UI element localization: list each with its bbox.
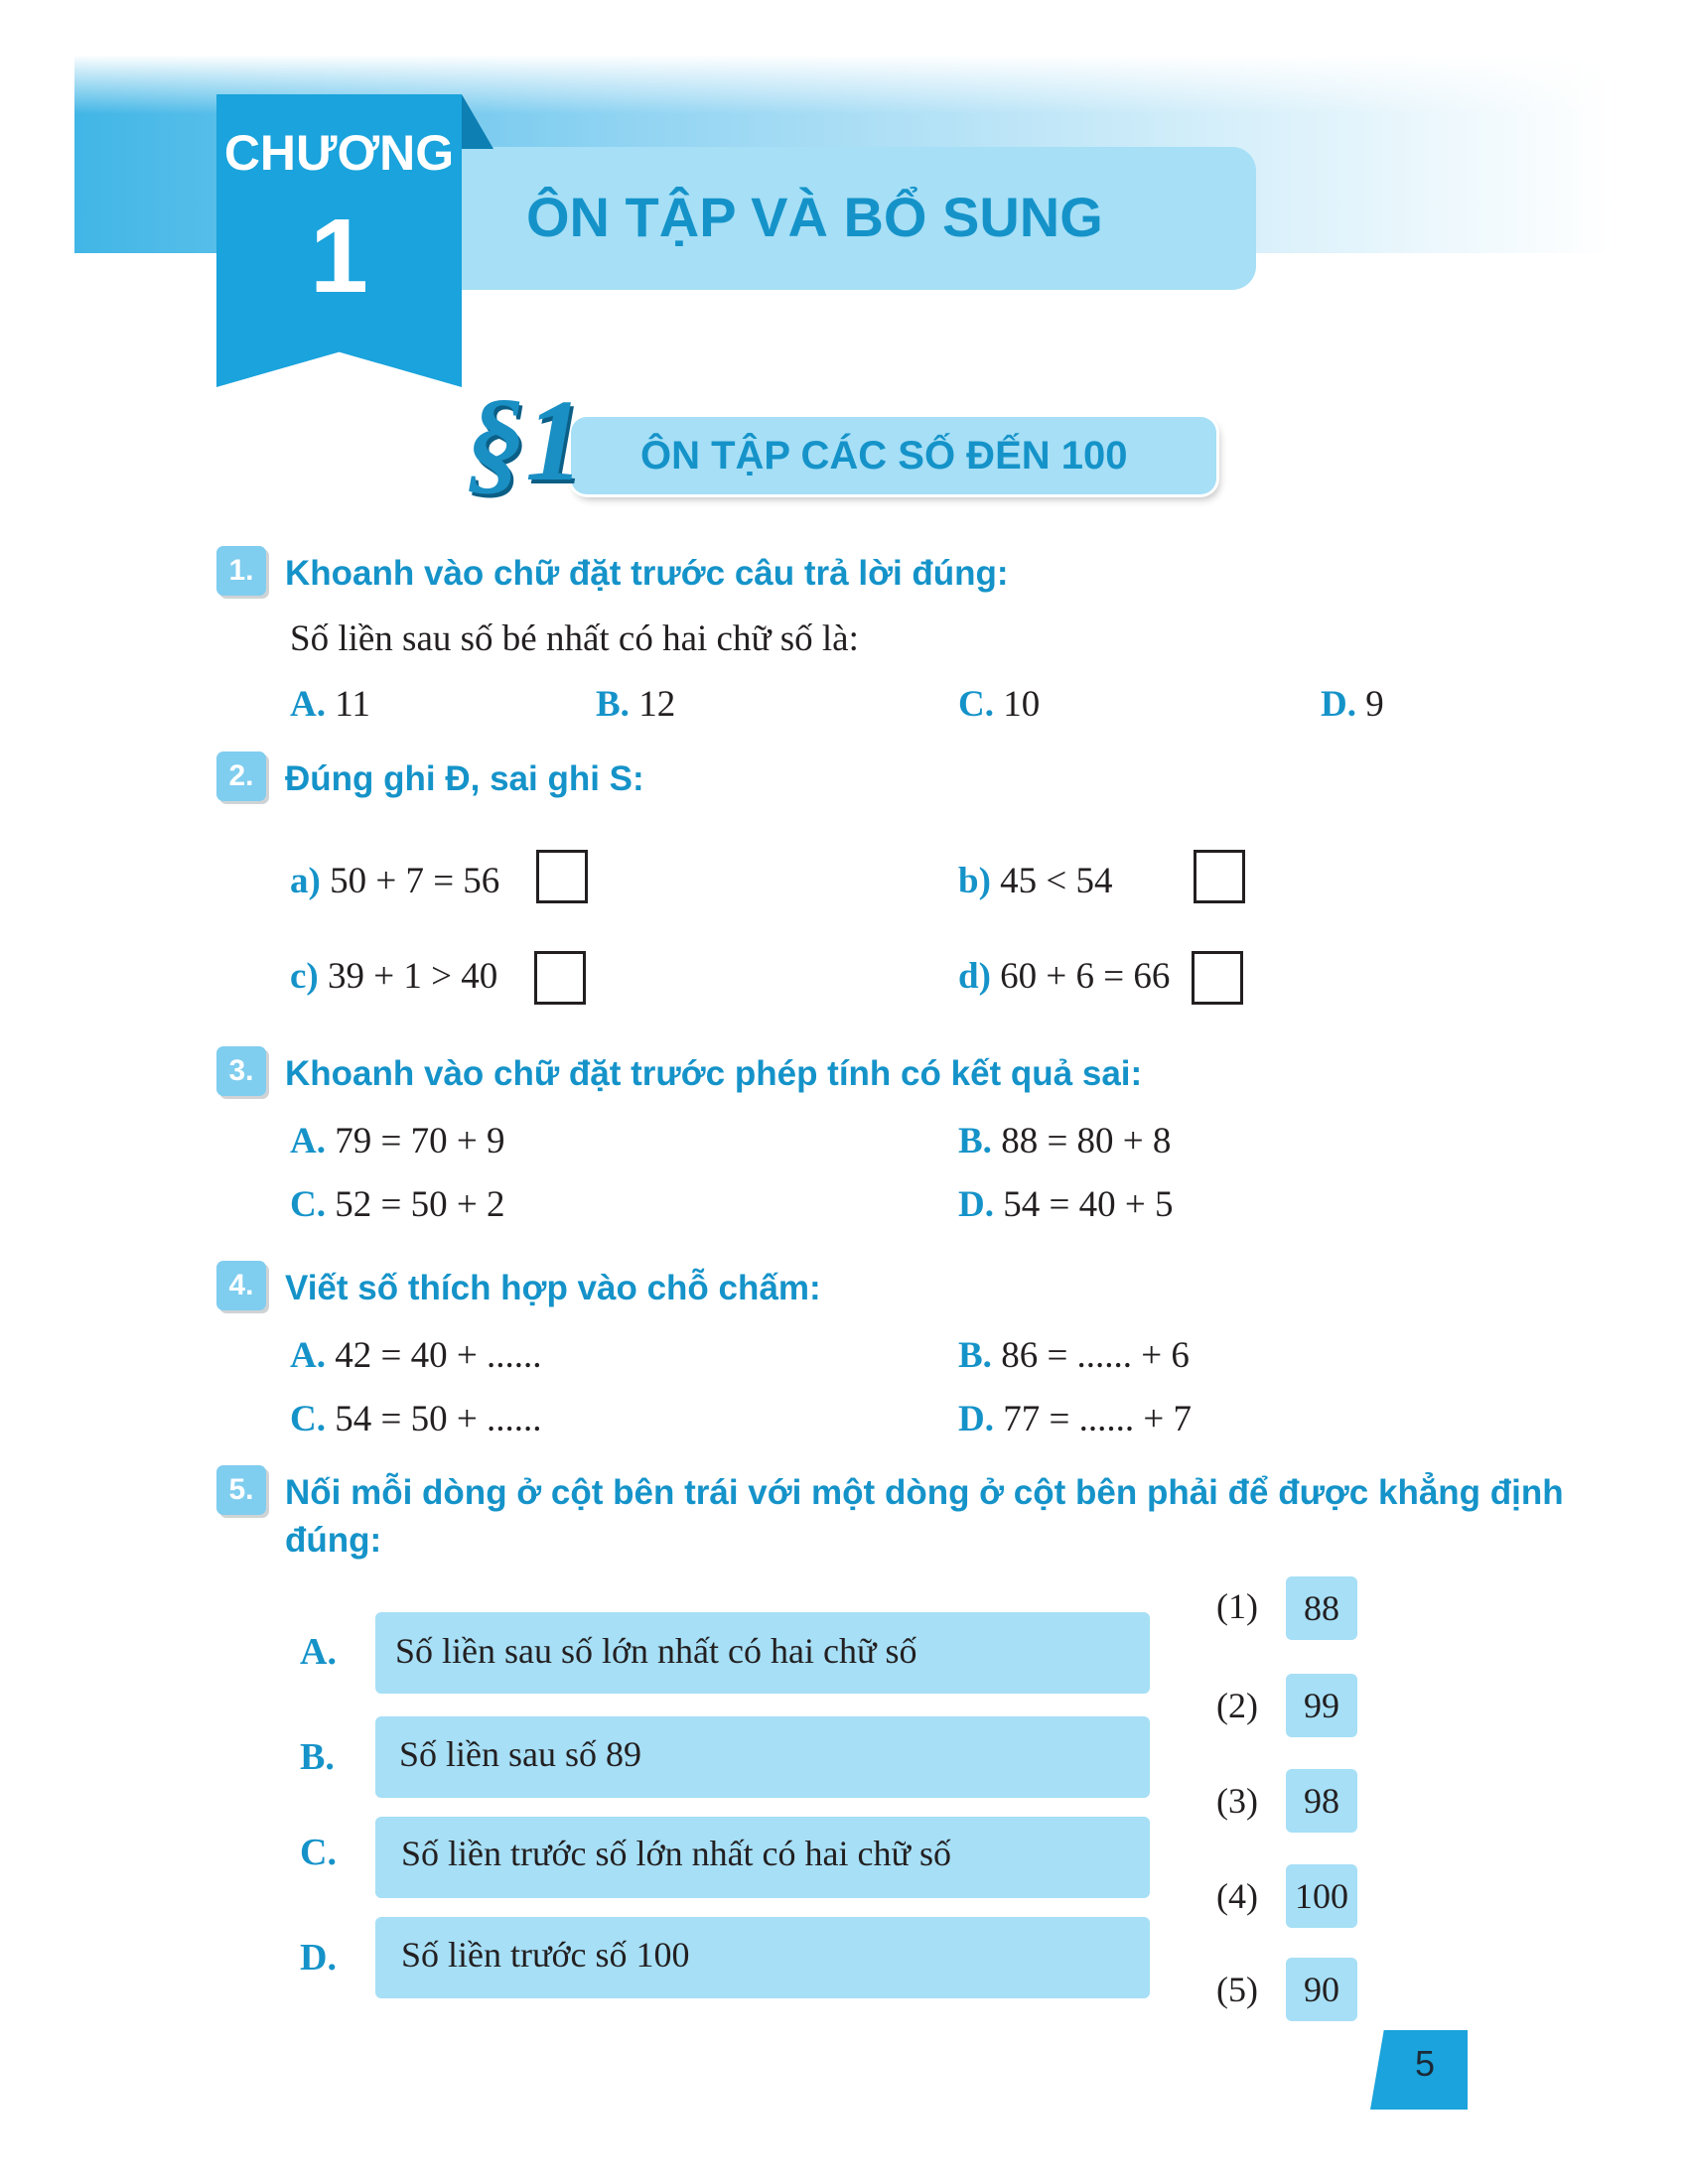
chapter-title: ÔN TẬP VÀ BỔ SUNG: [526, 186, 1103, 248]
item-text: 50 + 7 = 56: [320, 861, 500, 901]
q5-right-index-4: (4): [1216, 1876, 1258, 1916]
option-text: 10: [993, 684, 1041, 725]
q3-option-a[interactable]: [290, 1120, 504, 1162]
option-text: 11: [325, 684, 370, 725]
item-label: b): [958, 861, 991, 901]
option-label: D.: [958, 1399, 994, 1439]
q2-answer-box-a[interactable]: [536, 850, 588, 903]
q5-left-label-d: D.: [300, 1937, 337, 1979]
question-5-title: Nối mỗi dòng ở cột bên trái với một dòng ở cột bên phải để được khẳng định đúng:: [285, 1473, 1564, 1560]
q5-right-box-3[interactable]: 98: [1286, 1769, 1357, 1833]
item-label: d): [958, 956, 991, 997]
q4-option-c[interactable]: [290, 1398, 541, 1440]
q4-option-b[interactable]: [958, 1334, 1190, 1377]
item-text: 39 + 1 > 40: [318, 956, 498, 997]
item-label: c): [290, 956, 319, 997]
option-text: 42 = 40 + ......: [325, 1335, 542, 1376]
chapter-word: CHƯƠNG: [223, 125, 455, 181]
page-number: 5: [1414, 2043, 1436, 2084]
q2-answer-box-c[interactable]: [534, 951, 586, 1005]
q5-right-box-5[interactable]: 90: [1286, 1958, 1357, 2021]
section-symbol: §1: [467, 375, 584, 505]
q4-option-a[interactable]: [290, 1334, 541, 1377]
q5-right-box-2[interactable]: 99: [1286, 1674, 1357, 1737]
option-label: B.: [596, 684, 630, 725]
q5-left-label-b: B.: [300, 1736, 335, 1778]
option-text: 77 = ...... + 7: [993, 1399, 1192, 1439]
q5-right-index-1: (1): [1216, 1586, 1258, 1626]
item-text: 60 + 6 = 66: [990, 956, 1171, 997]
question-2-badge: 2.: [216, 751, 266, 801]
option-label: B.: [958, 1121, 992, 1161]
chapter-number: 1: [310, 198, 368, 315]
q1-option-c[interactable]: [958, 683, 1040, 726]
q5-left-text-c: Số liền trước số lớn nhất có hai chữ số: [401, 1834, 952, 1873]
option-label: A.: [290, 684, 326, 725]
q5-right-index-3: (3): [1216, 1781, 1258, 1821]
q1-option-a[interactable]: [290, 683, 370, 726]
option-text: 12: [629, 684, 676, 725]
question-1-badge: 1.: [216, 546, 266, 596]
question-3-title: Khoanh vào chữ đặt trước phép tính có kết quả sai:: [285, 1054, 1143, 1093]
q3-option-c[interactable]: [290, 1183, 504, 1226]
q5-left-text-d: Số liền trước số 100: [401, 1935, 690, 1975]
option-text: 54 = 50 + ......: [325, 1399, 542, 1439]
question-4-badge: 4.: [216, 1261, 266, 1310]
section-title: ÔN TẬP CÁC SỐ ĐẾN 100: [640, 434, 1128, 478]
q5-right-box-4[interactable]: 100: [1286, 1864, 1357, 1928]
question-5-badge: 5.: [216, 1465, 266, 1515]
q3-option-b[interactable]: [958, 1120, 1171, 1162]
q5-left-label-c: C.: [300, 1832, 337, 1873]
option-label: D.: [958, 1184, 994, 1225]
question-3-badge: 3.: [216, 1046, 266, 1096]
question-1-title: Khoanh vào chữ đặt trước câu trả lời đúng:: [285, 554, 1009, 593]
q2-item-d: [958, 955, 1170, 998]
q2-item-c: [290, 955, 497, 998]
option-text: 52 = 50 + 2: [325, 1184, 505, 1225]
option-label: A.: [290, 1121, 326, 1161]
question-1-prompt: Số liền sau số bé nhất có hai chữ số là:: [290, 618, 859, 659]
option-label: C.: [290, 1184, 326, 1225]
option-text: 79 = 70 + 9: [325, 1121, 505, 1161]
question-2-title: Đúng ghi Đ, sai ghi S:: [285, 759, 644, 798]
item-text: 45 < 54: [990, 861, 1113, 901]
option-label: B.: [958, 1335, 992, 1376]
question-4-title: Viết số thích hợp vào chỗ chấm:: [285, 1269, 821, 1307]
option-text: 88 = 80 + 8: [991, 1121, 1172, 1161]
option-label: A.: [290, 1335, 326, 1376]
option-label: D.: [1321, 684, 1356, 725]
q5-left-text-b: Số liền sau số 89: [399, 1734, 642, 1774]
q5-left-text-a: Số liền sau số lớn nhất có hai chữ số: [395, 1631, 917, 1671]
q1-option-d[interactable]: [1321, 683, 1384, 726]
item-label: a): [290, 861, 321, 901]
option-text: 9: [1355, 684, 1384, 725]
q5-left-label-a: A.: [300, 1631, 337, 1673]
option-label: C.: [958, 684, 994, 725]
option-label: C.: [290, 1399, 326, 1439]
q5-right-index-2: (2): [1216, 1686, 1258, 1725]
q1-option-b[interactable]: [596, 683, 675, 726]
q2-item-b: [958, 860, 1113, 902]
q5-right-box-1[interactable]: 88: [1286, 1576, 1357, 1640]
option-text: 54 = 40 + 5: [993, 1184, 1174, 1225]
q2-answer-box-b[interactable]: [1194, 850, 1245, 903]
option-text: 86 = ...... + 6: [991, 1335, 1190, 1376]
q2-answer-box-d[interactable]: [1192, 951, 1243, 1005]
q5-right-index-5: (5): [1216, 1970, 1258, 2009]
q4-option-d[interactable]: [958, 1398, 1192, 1440]
q3-option-d[interactable]: [958, 1183, 1173, 1226]
q2-item-a: [290, 860, 499, 902]
